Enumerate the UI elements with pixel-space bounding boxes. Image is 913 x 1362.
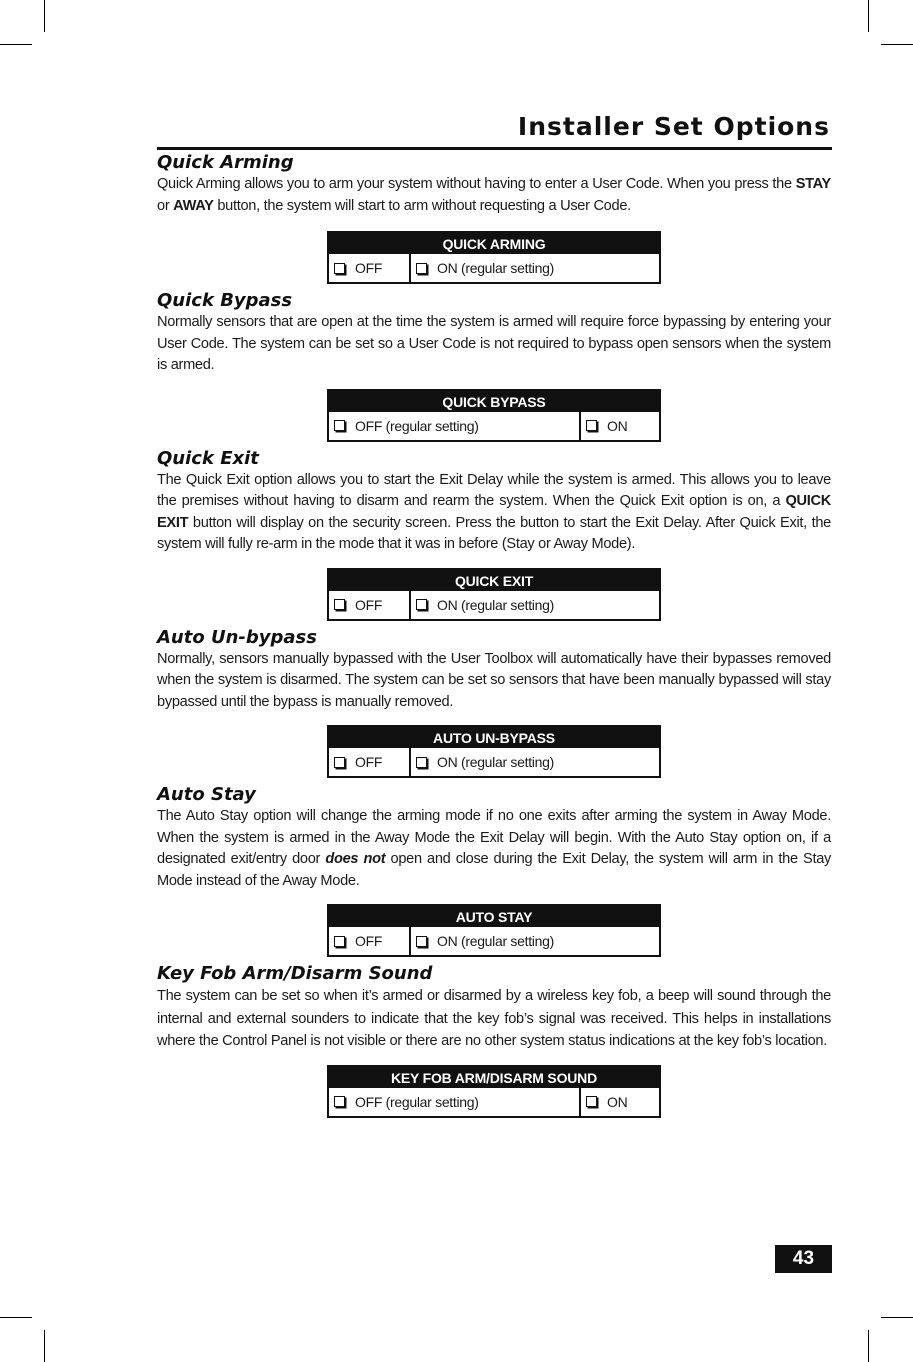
crop-mark (881, 44, 913, 45)
checkbox-icon (334, 599, 345, 610)
checkbox-icon (416, 599, 427, 610)
section-title: Quick Arming (157, 152, 294, 173)
section-quick-exit (157, 446, 831, 621)
section-text: The Quick Exit option allows you to start the Exit Delay while the system is armed. This allows you to leave the premises without having to disarm and rearm the system. When the Quick Exit option is on, a QUICK EXIT button will display on the security screen. Press the button to start the Exit Delay. After Quick Exit, the system will fully re-arm in the mode that it was in before (Stay or Away Mode). (157, 471, 831, 552)
section-quick-bypass (157, 288, 831, 442)
section-title: Quick Bypass (157, 290, 293, 311)
option-table-header: QUICK ARMING (329, 233, 659, 254)
option-table-quick-arming (327, 231, 661, 284)
option-off[interactable]: OFF (329, 927, 409, 955)
section-auto-unbypass (157, 625, 831, 779)
option-table-key-fob-sound (327, 1065, 661, 1118)
option-on[interactable]: ON (regular setting) (409, 927, 659, 955)
crop-mark (868, 1330, 869, 1362)
checkbox-icon (334, 936, 345, 947)
option-table-header: AUTO UN-BYPASS (329, 727, 659, 748)
option-table-header: KEY FOB ARM/DISARM SOUND (329, 1067, 659, 1088)
option-on[interactable]: ON (regular setting) (409, 591, 659, 619)
crop-mark (44, 1330, 45, 1362)
page-content (157, 150, 831, 1118)
checkbox-icon (334, 420, 345, 431)
option-off[interactable]: OFF (329, 591, 409, 619)
crop-mark (0, 1317, 32, 1318)
option-table-header: QUICK EXIT (329, 570, 659, 591)
section-title: Auto Stay (157, 784, 256, 805)
section-title: Quick Exit (157, 447, 259, 469)
section-text: The system can be set so when it’s armed or disarmed by a wireless key fob, a beep will sound through the internal and external sounders to indicate that the key fob’s signal was received. This helps in installations where the Control Panel is not visible or there are no other system status indications at the key fob’s location. (157, 988, 831, 1049)
option-on[interactable]: ON (579, 412, 659, 440)
checkbox-icon (334, 757, 345, 768)
option-off[interactable]: OFF (regular setting) (329, 412, 579, 440)
checkbox-icon (334, 1096, 345, 1107)
option-table-quick-exit (327, 568, 661, 621)
option-on[interactable]: ON (579, 1088, 659, 1116)
option-off[interactable]: OFF (329, 254, 409, 282)
section-text: Normally, sensors manually bypassed with the User Toolbox will automatically have their bypasses removed when the system is disarmed. The system can be set so sensors that have been manually bypassed will stay bypassed until the bypass is manually removed. (157, 650, 831, 710)
option-table-header: QUICK BYPASS (329, 391, 659, 412)
page-number: 43 (775, 1245, 832, 1273)
option-on[interactable]: ON (regular setting) (409, 254, 659, 282)
crop-mark (0, 44, 32, 45)
checkbox-icon (586, 1096, 597, 1107)
option-off[interactable]: OFF (329, 748, 409, 776)
crop-mark (881, 1317, 913, 1318)
option-table-auto-stay (327, 904, 661, 957)
section-quick-arming (157, 150, 831, 284)
section-text: Quick Arming allows you to arm your system without having to enter a User Code. When you press the STAY or AWAY button, the system will start to arm without requesting a User Code. (157, 176, 831, 214)
page-title: Installer Set Options (517, 112, 830, 141)
section-title: Auto Un-bypass (157, 626, 317, 648)
section-text: Normally sensors that are open at the time the system is armed will require force bypassing by entering your User Code. The system can be set so a User Code is not required to bypass open sensors when the system is armed. (157, 314, 831, 373)
checkbox-icon (586, 420, 597, 431)
checkbox-icon (416, 757, 427, 768)
section-key-fob-sound (157, 961, 831, 1118)
option-on[interactable]: ON (regular setting) (409, 748, 659, 776)
checkbox-icon (416, 263, 427, 274)
section-text: The Auto Stay option will change the arming mode if no one exits after arming the system in Away Mode. When the system is armed in the Away Mode the Exit Delay will begin. With the Auto Stay option on, if a designated exit/entry door does not open and close during the Exit Delay, the system will arm in the Stay Mode instead of the Away Mode. (157, 808, 832, 889)
crop-mark (44, 0, 45, 32)
section-auto-stay (157, 782, 831, 957)
checkbox-icon (416, 936, 427, 947)
option-table-quick-bypass (327, 389, 661, 442)
option-off[interactable]: OFF (regular setting) (329, 1088, 579, 1116)
option-table-auto-unbypass (327, 725, 661, 778)
crop-mark (868, 0, 869, 32)
checkbox-icon (334, 263, 345, 274)
option-table-header: AUTO STAY (329, 906, 659, 927)
section-title: Key Fob Arm/Disarm Sound (157, 963, 433, 984)
